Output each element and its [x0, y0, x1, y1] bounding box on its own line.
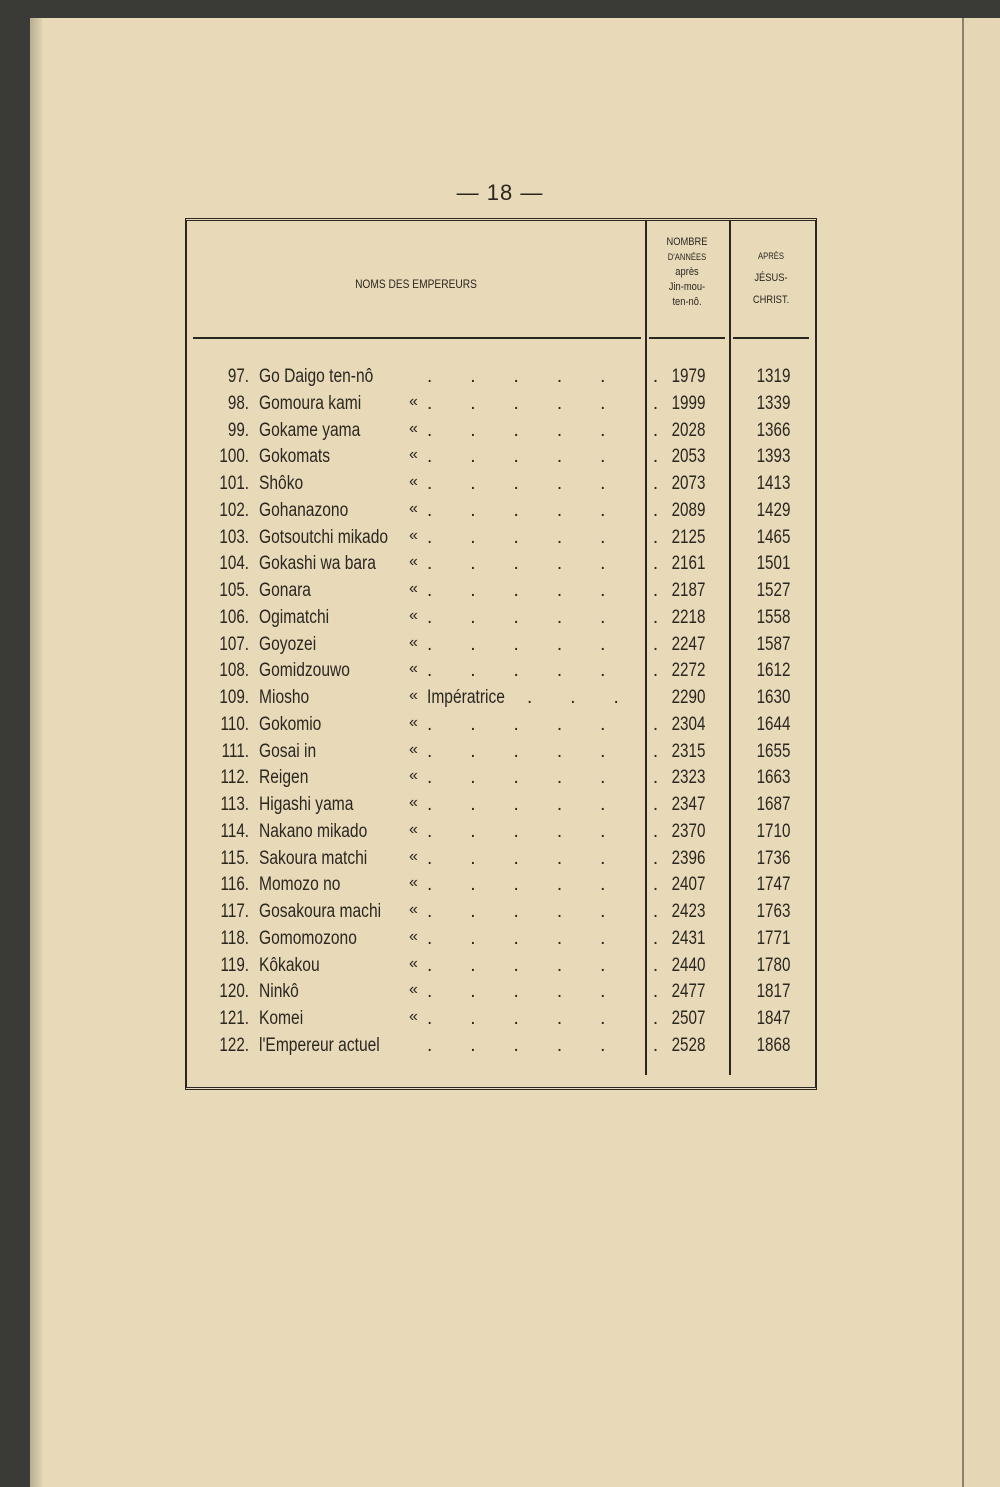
leader-dots: . . . . . . [427, 901, 659, 922]
emperor-name: Sakoura matchi [259, 847, 368, 869]
year-ad: 1630 [756, 687, 791, 708]
header-line: après [675, 266, 699, 278]
leader-dots: . . . . . . [427, 633, 659, 655]
row-number: 109. [219, 687, 249, 708]
table-row [187, 928, 819, 955]
year-ad: 1817 [756, 981, 791, 1003]
leader-dots: . . . . . . [427, 767, 659, 789]
row-number: 117. [220, 901, 249, 922]
emperor-name: Gomidzouwo [259, 660, 350, 682]
table-row [187, 446, 819, 473]
years-after-jinmu: 2187 [671, 580, 706, 601]
years-after-jinmu: 2407 [671, 874, 706, 896]
row-number: 118. [220, 927, 249, 949]
row-number: 115. [220, 847, 249, 869]
year-ad: 1644 [756, 713, 791, 735]
years-after-jinmu: 2247 [671, 633, 706, 655]
row-number: 104. [219, 553, 249, 575]
header-line: Jin-mou- [668, 281, 706, 293]
table-row [187, 848, 819, 875]
years-after-jinmu: 2315 [671, 740, 706, 762]
row-number: 98. [227, 392, 249, 414]
emperor-name: Gokashi wa bara [259, 553, 376, 575]
leader-dots: . . . . . . [427, 366, 659, 387]
header-line: APRÈS [758, 251, 784, 261]
years-after-jinmu: 2347 [671, 794, 706, 815]
table-row [187, 473, 819, 500]
ditto-mark: « [409, 526, 418, 544]
table-row [187, 821, 819, 848]
year-ad: 1763 [756, 901, 791, 922]
row-number: 108. [219, 660, 249, 682]
ditto-mark: « [409, 446, 418, 464]
years-after-jinmu: 2161 [671, 553, 706, 575]
years-after-jinmu: 2370 [671, 820, 706, 842]
leader-dots: . . . . . . [427, 473, 659, 494]
year-ad: 1655 [756, 740, 791, 762]
leader-dots: . . . . . . [427, 740, 659, 762]
emperor-name: Higashi yama [259, 794, 354, 815]
years-after-jinmu: 2431 [671, 927, 706, 949]
years-after-jinmu: 2218 [671, 606, 706, 628]
year-ad: 1558 [756, 606, 791, 628]
ditto-mark: « [409, 392, 418, 410]
table-row [187, 580, 819, 607]
emperor-name: Gokomats [259, 446, 331, 468]
year-ad: 1687 [756, 794, 791, 815]
table-row [187, 1008, 819, 1035]
years-after-jinmu: 2125 [671, 526, 706, 548]
ditto-mark: « [409, 820, 418, 838]
table-row [187, 607, 819, 634]
table-row [187, 794, 819, 821]
table-row [187, 741, 819, 768]
years-after-jinmu: 2323 [671, 767, 706, 789]
year-ad: 1771 [756, 927, 791, 949]
ditto-mark: « [409, 927, 418, 945]
table-row [187, 366, 819, 393]
leader-dots: . . . [527, 687, 619, 708]
emperor-name: Gohanazono [259, 499, 349, 521]
years-after-jinmu: 2304 [671, 713, 706, 735]
years-after-jinmu: 2440 [671, 954, 706, 976]
table-row [187, 687, 819, 714]
ditto-mark: « [409, 794, 418, 811]
years-after-jinmu: 2290 [671, 687, 706, 708]
table-row [187, 634, 819, 661]
ditto-mark: « [409, 874, 418, 892]
row-number: 113. [220, 794, 249, 815]
table-row [187, 767, 819, 794]
table-row [187, 660, 819, 687]
leader-dots: . . . . . . [427, 954, 659, 976]
leader-dots: . . . . . . [427, 794, 659, 815]
table-row [187, 955, 819, 982]
leader-dots: . . . . . . [427, 392, 659, 414]
leader-dots: . . . . . . [427, 446, 659, 468]
ditto-mark: « [409, 1008, 418, 1025]
row-number: 102. [219, 499, 249, 521]
leader-dots: . . . . . . [427, 499, 659, 521]
table-row [187, 393, 819, 420]
leader-dots: . . . . . . [427, 419, 659, 441]
leader-dots: . . . . . . [427, 1034, 659, 1056]
years-after-jinmu: 2477 [671, 981, 706, 1003]
ditto-mark: « [409, 499, 418, 517]
ditto-mark: « [409, 580, 418, 597]
year-ad: 1501 [756, 553, 791, 575]
row-number: 114. [220, 820, 249, 842]
year-ad: 1587 [756, 633, 791, 655]
emperor-name: Ogimatchi [259, 606, 330, 628]
emperor-name: Nakano mikado [259, 820, 368, 842]
leader-dots: . . . . . . [427, 927, 659, 949]
years-after-jinmu: 2272 [671, 660, 706, 682]
ditto-mark: « [409, 633, 418, 651]
leader-dots: . . . . . . [427, 526, 659, 548]
emperor-name: Shôko [259, 473, 304, 494]
header-names: NOMS DES EMPEREURS [355, 277, 477, 291]
emperor-name: Momozo no [259, 874, 341, 896]
emperor-name: Go Daigo ten-nô [259, 366, 374, 387]
year-ad: 1393 [756, 446, 791, 468]
header-line: D'ANNÉES [667, 252, 707, 262]
year-ad: 1736 [756, 847, 791, 869]
year-ad: 1429 [756, 499, 791, 521]
row-number: 122. [219, 1034, 249, 1056]
years-after-jinmu: 2053 [671, 446, 706, 468]
ditto-mark: « [409, 473, 418, 490]
leader-dots: . . . . . . [427, 580, 659, 601]
leader-dots: . . . . . . [427, 874, 659, 896]
row-number: 103. [219, 526, 249, 548]
year-ad: 1413 [756, 473, 791, 494]
row-number: 119. [220, 954, 249, 976]
emperors-table [185, 218, 817, 1090]
row-number: 120. [219, 981, 249, 1003]
table-row [187, 527, 819, 554]
leader-dots: . . . . . . [427, 606, 659, 628]
ditto-mark: « [409, 687, 418, 704]
row-number: 100. [219, 446, 249, 468]
year-ad: 1527 [756, 580, 791, 601]
ditto-mark: « [409, 901, 418, 918]
year-ad: 1339 [756, 392, 791, 414]
header-rule [649, 337, 725, 339]
ditto-mark: « [409, 606, 418, 624]
header-line: NOMBRE [666, 236, 708, 248]
table-row [187, 901, 819, 928]
years-after-jinmu: 2396 [671, 847, 706, 869]
leader-dots: . . . . . . [427, 981, 659, 1003]
year-ad: 1465 [756, 526, 791, 548]
ditto-mark: « [409, 740, 418, 758]
emperor-name: Gokomio [259, 713, 322, 735]
row-number: 107. [219, 633, 249, 655]
emperor-name: Gotsoutchi mikado [259, 526, 389, 548]
emperor-name: Gomoura kami [259, 392, 362, 414]
ditto-mark: « [409, 660, 418, 678]
header-after-christ [735, 245, 806, 311]
table-row [187, 500, 819, 527]
years-after-jinmu: 2089 [671, 499, 706, 521]
emperor-name: Gomomozono [259, 927, 357, 949]
ditto-mark: « [409, 553, 418, 571]
emperor-name: Gonara [259, 580, 311, 601]
header-line: ten-nô. [672, 296, 702, 308]
emperor-name: Gosai in [259, 740, 317, 762]
years-after-jinmu: 2028 [671, 419, 706, 441]
table-row [187, 714, 819, 741]
leader-dots: . . . . . . [427, 847, 659, 869]
table-row [187, 874, 819, 901]
leader-dots: . . . . . . [427, 820, 659, 842]
years-after-jinmu: 1999 [671, 392, 706, 414]
qualifier: Impératrice [427, 687, 505, 708]
year-ad: 1868 [756, 1034, 791, 1056]
years-after-jinmu: 1979 [671, 366, 706, 387]
emperor-name: Gokame yama [259, 419, 361, 441]
year-ad: 1663 [756, 767, 791, 789]
years-after-jinmu: 2507 [671, 1008, 706, 1029]
table-row [187, 1035, 819, 1062]
year-ad: 1847 [756, 1008, 791, 1029]
facing-page-edge [962, 18, 1000, 1487]
year-ad: 1780 [756, 954, 791, 976]
year-ad: 1710 [756, 820, 791, 842]
row-number: 97. [227, 366, 249, 387]
header-rule [733, 337, 809, 339]
row-number: 116. [220, 874, 249, 896]
emperor-name: Komei [259, 1008, 304, 1029]
years-after-jinmu: 2423 [671, 901, 706, 922]
ditto-mark: « [409, 847, 418, 865]
row-number: 121. [219, 1008, 249, 1029]
ditto-mark: « [409, 767, 418, 785]
emperor-name: Reigen [259, 767, 309, 789]
emperor-name: Ninkô [259, 981, 299, 1003]
emperor-name: Gosakoura machi [259, 901, 382, 922]
years-after-jinmu: 2073 [671, 473, 706, 494]
table-row [187, 981, 819, 1008]
row-number: 105. [219, 580, 249, 601]
header-line: CHRIST. [752, 294, 790, 306]
header-years-after-jinmu [651, 235, 722, 310]
leader-dots: . . . . . . [427, 713, 659, 735]
ditto-mark: « [409, 419, 418, 437]
ditto-mark: « [409, 713, 418, 731]
row-number: 99. [227, 419, 249, 441]
leader-dots: . . . . . . [427, 1008, 659, 1029]
row-number: 101. [219, 473, 249, 494]
years-after-jinmu: 2528 [671, 1034, 706, 1056]
binding-edge [30, 18, 42, 1487]
header-line: JÉSUS- [754, 272, 788, 284]
header-rule [193, 337, 641, 339]
row-number: 110. [220, 713, 249, 735]
row-number: 112. [220, 767, 249, 789]
ditto-mark: « [409, 954, 418, 972]
year-ad: 1366 [756, 419, 791, 441]
year-ad: 1319 [756, 366, 791, 387]
emperor-name: Miosho [259, 687, 310, 708]
page-number: — 18 — [456, 180, 544, 205]
emperor-name: Goyozei [259, 633, 317, 655]
emperor-name: Kôkakou [259, 954, 320, 976]
row-number: 111. [221, 740, 249, 762]
ditto-mark: « [409, 981, 418, 999]
table-row [187, 420, 819, 447]
row-number: 106. [219, 606, 249, 628]
year-ad: 1747 [756, 874, 791, 896]
table-row [187, 553, 819, 580]
leader-dots: . . . . . . [427, 660, 659, 682]
leader-dots: . . . . . . [427, 553, 659, 575]
emperor-name: l'Empereur actuel [259, 1034, 380, 1056]
year-ad: 1612 [756, 660, 791, 682]
